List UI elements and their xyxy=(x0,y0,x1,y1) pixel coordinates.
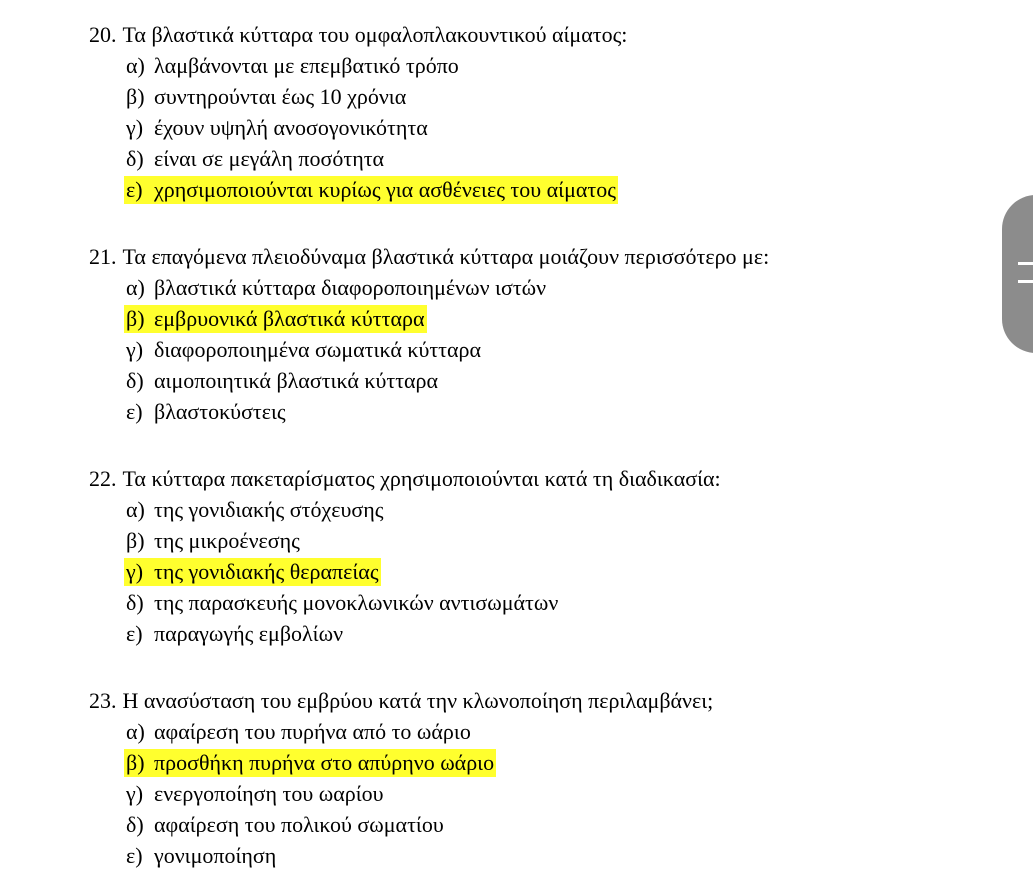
option-text: αιμοποιητικά βλαστικά κύτταρα xyxy=(154,368,439,393)
option-letter: α) xyxy=(126,53,145,78)
option-letter: δ) xyxy=(126,812,144,837)
menu-handle-icon xyxy=(1018,280,1033,283)
option-d xyxy=(89,809,989,840)
question-20 xyxy=(89,20,989,205)
option-text: βλαστικά κύτταρα διαφοροποιημένων ιστών xyxy=(154,275,547,300)
option-b xyxy=(89,81,989,112)
option-d xyxy=(89,587,989,618)
question-prompt: Η ανασύσταση του εμβρύου κατά την κλωνοποίηση περιλαμβάνει; xyxy=(122,688,714,713)
option-e-highlighted xyxy=(89,174,989,205)
option-text: αφαίρεση του πολικού σωματίου xyxy=(154,812,444,837)
option-list xyxy=(89,272,989,427)
option-text: της παρασκευής μονοκλωνικών αντισωμάτων xyxy=(154,590,559,615)
option-a xyxy=(89,50,989,81)
question-text xyxy=(89,464,989,494)
question-text xyxy=(89,686,989,716)
option-text: της γονιδιακής θεραπείας xyxy=(154,559,379,584)
option-letter: β) xyxy=(126,306,145,331)
question-23 xyxy=(89,686,989,871)
option-letter: ε) xyxy=(126,621,143,646)
option-list xyxy=(89,494,989,649)
option-text: προσθήκη πυρήνα στο απύρηνο ωάριο xyxy=(154,750,495,775)
option-text: χρησιμοποιούνται κυρίως για ασθένειες του αίματος xyxy=(154,177,616,202)
menu-handle-icon xyxy=(1018,262,1033,265)
question-number: 22. xyxy=(89,466,117,491)
option-a xyxy=(89,494,989,525)
option-b-highlighted xyxy=(89,747,989,778)
option-letter: δ) xyxy=(126,368,144,393)
option-b-highlighted xyxy=(89,303,989,334)
option-letter: γ) xyxy=(126,337,144,362)
option-letter: ε) xyxy=(126,177,143,202)
question-prompt: Τα κύτταρα πακεταρίσματος χρησιμοποιούνται κατά τη διαδικασία: xyxy=(122,466,721,491)
option-d xyxy=(89,143,989,174)
option-text: συντηρούνται έως 10 χρόνια xyxy=(154,84,407,109)
option-text: ενεργοποίηση του ωαρίου xyxy=(154,781,384,806)
option-e xyxy=(89,840,989,871)
option-letter: γ) xyxy=(126,781,144,806)
question-number: 20. xyxy=(89,22,117,47)
question-prompt: Τα βλαστικά κύτταρα του ομφαλοπλακουντικού αίματος: xyxy=(122,22,628,47)
answer-highlight xyxy=(124,176,618,204)
option-letter: δ) xyxy=(126,590,144,615)
answer-highlight xyxy=(124,749,496,777)
option-text: έχουν υψηλή ανοσογονικότητα xyxy=(154,115,428,140)
option-c-highlighted xyxy=(89,556,989,587)
option-text: εμβρυονικά βλαστικά κύτταρα xyxy=(154,306,425,331)
option-text: αφαίρεση του πυρήνα από το ωάριο xyxy=(154,719,471,744)
option-a xyxy=(89,272,989,303)
option-text: της γονιδιακής στόχευσης xyxy=(154,497,384,522)
option-text: γονιμοποίηση xyxy=(154,843,277,868)
answer-highlight xyxy=(124,558,381,586)
question-number: 23. xyxy=(89,688,117,713)
question-22 xyxy=(89,464,989,649)
option-c xyxy=(89,778,989,809)
option-letter: α) xyxy=(126,497,145,522)
option-c xyxy=(89,112,989,143)
option-d xyxy=(89,365,989,396)
option-text: παραγωγής εμβολίων xyxy=(154,621,344,646)
question-text xyxy=(89,242,989,272)
question-21 xyxy=(89,242,989,427)
option-text: είναι σε μεγάλη ποσότητα xyxy=(154,146,385,171)
option-a xyxy=(89,716,989,747)
option-text: βλαστοκύστεις xyxy=(154,399,286,424)
option-letter: α) xyxy=(126,275,145,300)
option-letter: ε) xyxy=(126,843,143,868)
option-letter: β) xyxy=(126,750,145,775)
option-letter: β) xyxy=(126,84,145,109)
option-list xyxy=(89,716,989,871)
option-text: διαφοροποιημένα σωματικά κύτταρα xyxy=(154,337,482,362)
option-list xyxy=(89,50,989,205)
option-letter: γ) xyxy=(126,559,144,584)
side-panel-tab[interactable] xyxy=(1002,195,1033,353)
option-letter: δ) xyxy=(126,146,144,171)
option-e xyxy=(89,396,989,427)
option-text: της μικροένεσης xyxy=(154,528,300,553)
question-number: 21. xyxy=(89,244,117,269)
question-text xyxy=(89,20,989,50)
question-prompt: Τα επαγόμενα πλειοδύναμα βλαστικά κύτταρα μοιάζουν περισσότερο με: xyxy=(122,244,770,269)
option-b xyxy=(89,525,989,556)
option-letter: ε) xyxy=(126,399,143,424)
option-letter: γ) xyxy=(126,115,144,140)
option-letter: β) xyxy=(126,528,145,553)
option-e xyxy=(89,618,989,649)
answer-highlight xyxy=(124,305,427,333)
option-c xyxy=(89,334,989,365)
option-letter: α) xyxy=(126,719,145,744)
option-text: λαμβάνονται με επεμβατικό τρόπο xyxy=(154,53,459,78)
